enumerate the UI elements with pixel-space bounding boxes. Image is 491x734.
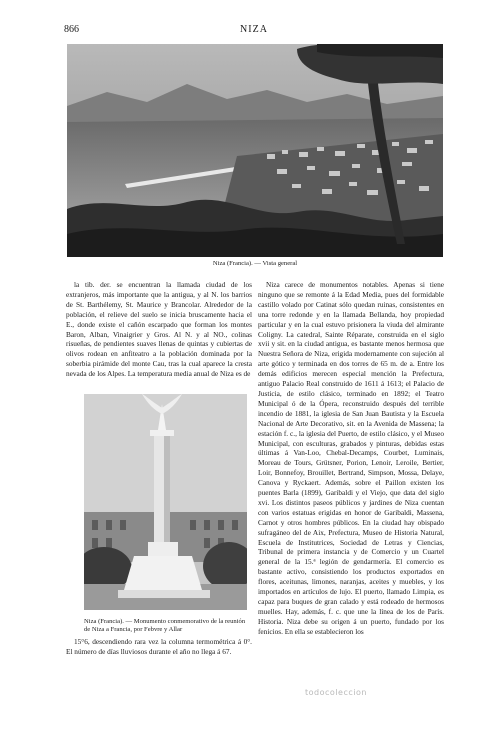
photo-general-view (67, 44, 443, 257)
running-head: NIZA (240, 24, 268, 35)
page-header (64, 24, 444, 38)
photo-general-view-caption: Niza (Francia). — Vista general (212, 260, 298, 267)
photo-monument (84, 394, 247, 610)
left-column-text-bottom (66, 637, 252, 677)
watermark: todocoleccion (305, 688, 367, 697)
paragraph: 15°6, descendiendo rara vez la columna termométrica á 0°. El número de días lluviosos durante el año no llega á 67. (66, 637, 252, 656)
photo-monument-image (84, 394, 247, 610)
photo-monument-caption: Niza (Francia). — Monumento conmemorativo de la reunión de Niza a Francia, por Febvre y Allar (84, 618, 246, 633)
photo-general-view-image (67, 44, 443, 257)
page-number: 866 (64, 24, 79, 35)
paragraph: la tib. der. se encuentran la llamada ciudad de los extranjeros, más importante que la antigua, y al N. los barrios de St. Barthélemy, St. Maurice y Brancolar. Alrededor de la población, el relieve del suelo se inicia bruscamente hacia el E., donde existe el cañón escarpado que forman los montes Baron, Alban, Vinaigrier y Gros. Al N. y al NO., colinas risueñas, de pendientes suaves llenas de quintas y cubiertas de olivos rodean en anfiteatro a la población dominada por la soberbia pirámide del monte Cau, tras la cual aparece la cresta nevada de los Alpes. La temperatura media anual de Niza es de (66, 280, 252, 379)
right-column-text (258, 280, 444, 680)
paragraph: Niza carece de monumentos notables. Apenas si tiene ninguno que se remonte á la Edad Media, pues del formidable castillo volado por Catinat sólo quedan ruinas, consistentes en una torre redonde y en la llamada Bellanda, hoy propiedad particular y en la cual estuvo prisionera la viuda del almirante Coligny. La catedral, Sainte Réparate, construida en el siglo xvii y sit. en la ciudad antigua, es bastante menos hermosa que Nuestra Señora de Niza, erigida modernamente con sujeción al arte gótico y terminada en dos torres de 65 m. de a. Entre los demás edificios merecen especial mención la Prefectura, antiguo Palacio Real construido de 1611 á 1613; el Palacio de Justicia, de estilo clásico, terminado en 1892; el Teatro Municipal ó de la Ópera, reconstruido después del terrible incendio de 1881, la iglesia de San Juan Bautista y la Escuela Nacional de Arte Decorativo, sit. en la Avenida de Massena; la estación f. c., la iglesia del Puerto, de estilo clásico, y el Museo Municipal, con esculturas, grabados y pinturas, debidas estas últimas á Van-Loo, Chebal-Decamps, Courbet, Luminais, Moreau de Tours, Grütsner, Porion, Lenoir, Leroile, Bertier, Loir, Bonnefoy, Brouillet, Bertrand, Simpson, Mossa, Delaye, Canova y Ryckaert. Además, sobre el Paillon existen los puentes Barla (1899), Garibaldi y el Viejo, que data del siglo xvi. Los distintos paseos públicos y jardines de Niza cuentan con varios estatuas erigidas en honor de Garibaldi, Massena, Carnot y otros hombres públicos. En la ciudad hay obispado sufragáneo del de Aix, Prefectura, Museo de Historia Natural, Escuela de Institutrices, Sociedad de Letras y Ciencias, Tribunal de primera instancia y de Comercio y un Cuartel general de la 15.ª legión de gendarmería. El comercio es bastante activo, consistiendo los productos exportados en flores, aceitunas, limones, naranjas, aceites y muebles, y los importados en artículos de lujo. El puerto, llamado Limpia, es capaz para buques de gran calado y está rodeado de hermosos muelles. Hay, además, f. c. que une la línea de los de París. Historia. Niza debe su origen á un puerto, fundado por los fenicios. En ella se establecieron los (258, 280, 444, 636)
left-column-text-top (66, 280, 252, 388)
